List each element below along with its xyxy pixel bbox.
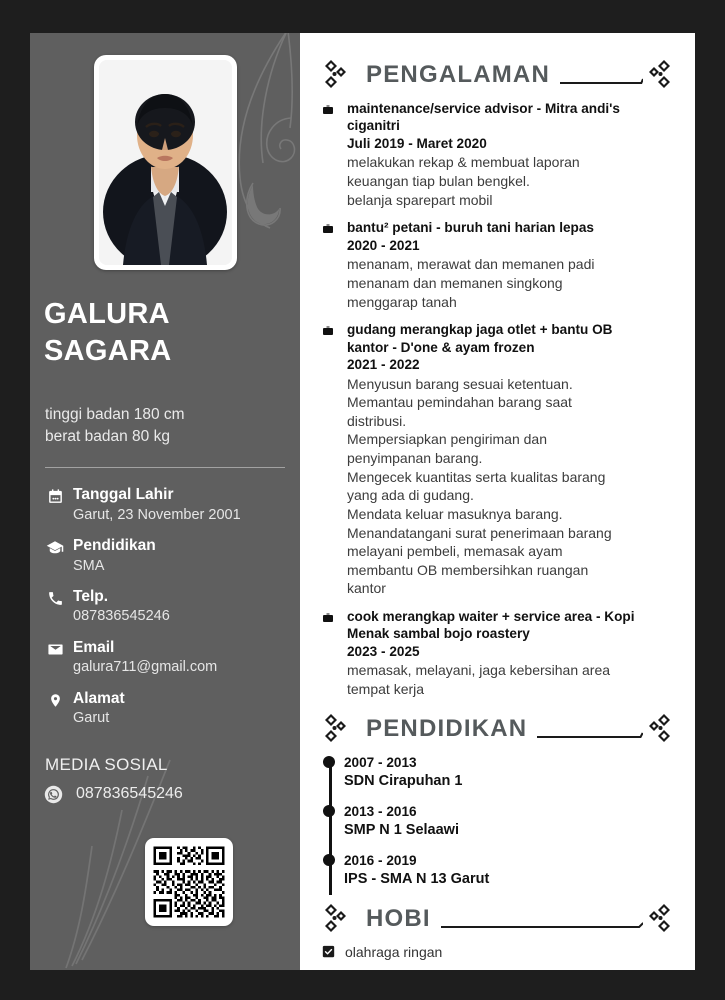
education-date: 2013 - 2016 (344, 803, 417, 819)
experience-title-line: bantu² petani - buruh tani harian lepas (347, 220, 594, 236)
contact-label: Tanggal Lahir (73, 486, 174, 504)
contact-phone[interactable] (43, 587, 300, 627)
name-line-1: GALURA (44, 298, 170, 330)
sidebar-divider (45, 467, 285, 468)
section-rule (441, 902, 643, 936)
desc-line: membantu OB membersihkan ruangan (347, 561, 589, 578)
experience-item (322, 100, 673, 209)
section-header-pengalaman (322, 55, 673, 95)
section-header-hobi (322, 899, 673, 939)
cv-page (30, 33, 695, 970)
education-school: SMP N 1 Selaawi (344, 821, 459, 838)
desc-line: tempat kerja (347, 681, 425, 697)
desc-line: Mempersiapkan pengiriman dan (347, 431, 547, 448)
contact-label: Email (73, 639, 115, 657)
briefcase-icon (322, 321, 342, 598)
body-stats (45, 404, 300, 448)
contact-address (43, 689, 300, 729)
timeline-dot-icon (323, 756, 335, 768)
contact-email[interactable] (43, 638, 300, 678)
ornament-left-icon (322, 902, 352, 936)
ornament-left-icon (322, 712, 352, 746)
qr-code[interactable] (145, 838, 233, 926)
contact-value: Garut (73, 710, 110, 727)
timeline-dot-icon (323, 805, 335, 817)
section-title: PENDIDIKAN (366, 714, 528, 742)
checkbox-checked-icon (322, 945, 338, 958)
desc-line: menggarap tanah (347, 293, 457, 310)
education-item (344, 754, 673, 791)
education-item (344, 803, 673, 840)
education-school: SDN Cirapuhan 1 (344, 772, 463, 789)
experience-description (347, 661, 673, 698)
profile-photo (94, 55, 237, 270)
experience-date: 2021 - 2022 (347, 356, 420, 372)
briefcase-icon (322, 219, 342, 311)
hobby-item (322, 944, 673, 960)
main-content (300, 33, 695, 970)
experience-item (322, 321, 673, 598)
timeline-line (329, 761, 332, 895)
experience-item (322, 608, 673, 699)
desc-line: Memantau pemindahan barang saat (347, 394, 572, 411)
envelope-icon (43, 638, 67, 658)
ornament-right-icon (643, 902, 673, 936)
graduation-cap-icon (43, 536, 67, 557)
experience-item (322, 219, 673, 311)
section-header-pendidikan (322, 709, 673, 749)
phone-icon (43, 587, 67, 607)
weight-stat: berat badan 80 kg (45, 428, 170, 446)
desc-line: memasak, melayani, jaga kebersihan area (347, 662, 611, 679)
education-school: IPS - SMA N 13 Garut (344, 870, 490, 887)
desc-line: melayani pembeli, memasak ayam (347, 543, 563, 560)
contact-value: SMA (73, 557, 105, 574)
timeline-dot-icon (323, 854, 335, 866)
contact-birthdate (43, 485, 300, 525)
contact-label: Telp. (73, 588, 109, 606)
experience-date: 2023 - 2025 (347, 643, 420, 659)
education-item (344, 852, 673, 889)
experience-title-line: ciganitri (347, 118, 400, 134)
desc-line: belanja sparepart mobil (347, 191, 493, 208)
section-title: PENGALAMAN (366, 61, 550, 88)
desc-line: distribusi. (347, 412, 407, 429)
desc-line: menanam dan memanen singkong (347, 274, 563, 291)
experience-title-line: gudang merangkap jaga otlet + bantu OB (347, 322, 613, 338)
contact-value: galura711@gmail.com (73, 659, 218, 676)
contact-value: 087836545246 (73, 608, 170, 625)
desc-line: Mengecek kuantitas serta kualitas barang (347, 468, 606, 485)
experience-title-line: maintenance/service advisor - Mitra andi's (347, 101, 620, 116)
ornament-left-icon (322, 58, 352, 92)
height-stat: tinggi badan 180 cm (45, 406, 185, 424)
contact-education (43, 536, 300, 576)
section-rule (537, 712, 643, 746)
briefcase-icon (322, 100, 342, 209)
experience-title-line: Menak sambal bojo roastery (347, 626, 530, 642)
contact-value: Garut, 23 November 2001 (73, 506, 241, 523)
experience-description (347, 255, 673, 311)
location-pin-icon (43, 689, 67, 709)
contact-label: Alamat (73, 689, 125, 707)
experience-description (347, 153, 673, 209)
contact-label: Pendidikan (73, 537, 156, 555)
desc-line: melakukan rekap & membuat laporan (347, 154, 580, 171)
experience-description (347, 375, 673, 598)
ornament-right-icon (643, 58, 673, 92)
desc-line: Mendata keluar masuknya barang. (347, 505, 563, 522)
experience-title-line: cook merangkap waiter + service area - Kopi (347, 608, 635, 624)
sidebar (30, 33, 300, 970)
desc-line: Menyusun barang sesuai ketentuan. (347, 375, 573, 392)
name-line-2: SAGARA (44, 335, 172, 368)
education-timeline (322, 754, 673, 889)
full-name (44, 296, 300, 370)
experience-title-line: kantor - D'one & ayam frozen (347, 339, 535, 355)
section-rule (560, 58, 643, 92)
desc-line: kantor (347, 580, 386, 597)
desc-line: penyimpanan barang. (347, 450, 483, 467)
social-whatsapp[interactable] (44, 785, 300, 804)
hobby-label: olahraga ringan (345, 943, 443, 960)
desc-line: keuangan tiap bulan bengkel. (347, 173, 530, 190)
desc-line: menanam, merawat dan memanen padi (347, 256, 595, 273)
whatsapp-number: 087836545246 (76, 785, 183, 803)
experience-date: 2020 - 2021 (347, 237, 420, 253)
section-title: HOBI (366, 904, 431, 932)
experience-date: Juli 2019 - Maret 2020 (347, 135, 487, 151)
whatsapp-icon (44, 785, 63, 804)
ornament-right-icon (643, 712, 673, 746)
desc-line: yang ada di gudang. (347, 487, 474, 504)
briefcase-icon (322, 608, 342, 699)
calendar-icon (43, 485, 67, 505)
contact-list (43, 485, 300, 729)
education-date: 2016 - 2019 (344, 852, 417, 868)
desc-line: Menandatangani surat penerimaan barang (347, 524, 612, 541)
experience-list (322, 100, 673, 699)
social-media-title: MEDIA SOSIAL (45, 754, 168, 774)
education-date: 2007 - 2013 (344, 754, 417, 770)
